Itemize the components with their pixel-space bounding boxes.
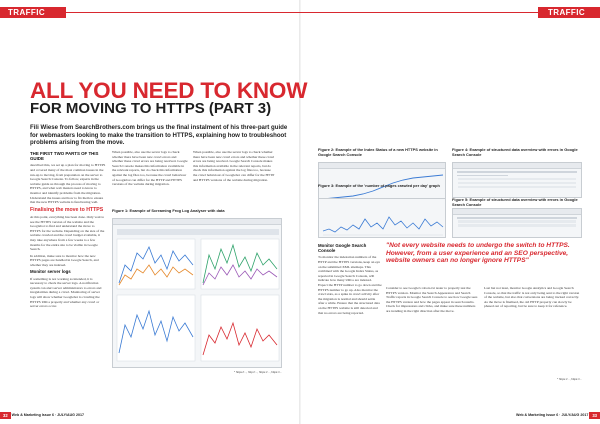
body-paragraph: In addition, make sure to monitor how the new HTTPS pages are handled in Google Search, and whether they are indexed.	[30, 253, 99, 267]
body-paragraph: If something is not working as intended, it is necessary to check the server logs. A notification system can alert server administrators to errors and irregularities during a crawl. Monitoring of server logs will show whether Googlebot is crawling the HTTPS URLs properly and whether any crawl or server errors occur.	[30, 276, 102, 309]
body-paragraph: At this point, everything has been done. Only wait to see the HTTPS version of the website and the Googlebot to find and understand the move to HTTPS for the website. Depending on the size of the website crawled and the crawl budget available, it may take anywhere from a few weeks to a few months for the entire site to be visible in Google Search.	[30, 214, 105, 252]
folio-text: Web & Marketing Issue 6 · JULY/AUG 2017	[516, 413, 589, 417]
screenshot-toolbar	[453, 209, 581, 215]
column-heading: THE FIRST TWO PARTS OF THIS GUIDE	[30, 151, 99, 162]
page-number: 32	[0, 412, 11, 419]
article-subhead: FOR MOVING TO HTTPS (PART 3)	[30, 100, 272, 117]
header-rule-left	[66, 12, 300, 13]
placeholder-row	[457, 171, 577, 173]
figure-3-caption: Figure 3: Example of the 'number of pages crawled per day' graph	[318, 183, 440, 188]
footnotes-right: * https://..., https://...	[557, 377, 582, 381]
folio-left	[0, 410, 84, 420]
section-tab-left: TRAFFIC	[0, 7, 66, 18]
placeholder-row	[457, 175, 508, 177]
body-column-5	[484, 286, 582, 374]
section-subheading: Monitor server logs	[30, 269, 71, 275]
placeholder-row	[458, 178, 576, 180]
placeholder-row	[458, 220, 576, 222]
body-paragraph: To monitor the indexation numbers of the HTTP and the HTTPS versions, keep an eye on the submitted XML sitemaps. This combined with the Google Index Status, as reported in Google Search Console, will indicate how many URLs are indexed. Expect the HTTP number to go down and the HTTPS number to go up. Also monitor the crawl stats, as a spike in crawl activity after the migration is normal and should settle after a while. Ensure that the structured data on the HTTPS website is still detected and that no errors are being reported.	[318, 255, 382, 315]
page-number: 33	[589, 412, 600, 419]
body-column-3	[318, 242, 382, 406]
body-paragraph: Last but not least, monitor Google Analytics and Google Search Console, so that the traffic is not only being sent to the right version of the website, but also that conversions are being tracked correctly. As the move is finalised, the old HTTP property can slowly be phased out of reporting, but be sure to keep it for reference.	[484, 286, 580, 309]
body-paragraph: Consider to see Google's robots.txt tester to properly test the HTTPS version. Monitor the Search Appearance and Search Traffic reports in Google Search Console to see how Google sees the HTTPS version and how the pages appear in search results. Check for impressions and clicks, and make sure these numbers are trending in the right direction after the move.	[386, 286, 478, 313]
body-paragraph: When possible, also use the server logs to check whether there have been new crawl errors and whether these crawl errors are being resolved. Google Search Console makes this information available in the relevant reports, but do check this information against the log files too, because the crawl behaviour of Googlebot can differ for the HTTP and HTTPS versions of the website during migration.	[112, 150, 188, 187]
folio-right	[516, 410, 600, 420]
footnotes-left: * https://..., http://..., https://..., https://...	[233, 370, 282, 374]
folio-text: Web & Marketing Issue 6 · JULY/AUG 2017	[11, 413, 84, 417]
pull-quote: "Not every website needs to undergo the switch to HTTPS. However, from a user experience and an SEO perspective, website owners can no longer ignore HTTPS"	[386, 242, 570, 265]
figure-4-screenshot	[452, 162, 582, 198]
body-column-4	[386, 286, 478, 406]
page-gutter	[299, 0, 301, 424]
placeholder-row	[458, 186, 576, 188]
screenshot-toolbar	[453, 163, 581, 169]
section-subheading: Finalising the move to HTTPS	[30, 206, 104, 213]
body-column-1	[30, 150, 106, 362]
header-rule-right	[300, 12, 538, 13]
article-standfirst: Fili Wiese from SearchBrothers.com brings us the final instalment of his three-part guide for webmasters looking to make the transition to HTTPS, explaining how to troubleshoot problems arising from the move.	[30, 124, 288, 147]
article-headline: ALL YOU NEED TO KNOW	[30, 78, 308, 103]
column-heading: Monitor Google Search Console	[318, 243, 367, 254]
body-paragraph: described this, we set up a plan for moving to HTTPS and covered many of the most common issues in the run-up to moving, from preparation on the server to Google Search Console. To follow, experts in the website guide us through the process of moving to HTTPS, and what web masters need to know to monitor and identify problems from the migration. Understand the issues and how to fix them to ensure that the new HTTPS website is functioning well.	[30, 163, 106, 205]
section-tab-right: TRAFFIC	[538, 7, 600, 18]
log-analyser-graphic	[113, 225, 282, 368]
placeholder-row	[458, 224, 576, 226]
placeholder-row	[457, 217, 577, 219]
figure-5-caption: Figure 5: Example of structured data overview with errors in Google Search Console	[452, 197, 578, 207]
figure-1-caption: Figure 1: Example of Screaming Frog Log Analyser with data	[112, 208, 225, 213]
figure-5-screenshot	[452, 208, 582, 238]
figure-1-screenshot	[112, 218, 282, 368]
figure-4-caption: Figure 4: Example of structured data overview with errors in Google Search Console	[452, 147, 578, 157]
placeholder-row	[458, 182, 576, 184]
body-paragraph: When possible, also use the server logs to check whether there have been new crawl errors and whether these crawl errors are being resolved. Google Search Console makes this information available in the relevant reports, but do check this information against the log files too, because the crawl behaviour of Googlebot can differ for the HTTP and HTTPS versions of the website during migration.	[193, 150, 275, 182]
figure-2-screenshot	[318, 162, 446, 202]
body-column-2b	[193, 150, 275, 206]
body-column-2	[112, 150, 188, 206]
crawl-stats-graphic	[319, 199, 446, 238]
figure-3-screenshot	[318, 198, 446, 238]
figure-2-caption: Figure 2: Example of the Index Status of a new HTTPS website in Google Search Console	[318, 147, 438, 157]
